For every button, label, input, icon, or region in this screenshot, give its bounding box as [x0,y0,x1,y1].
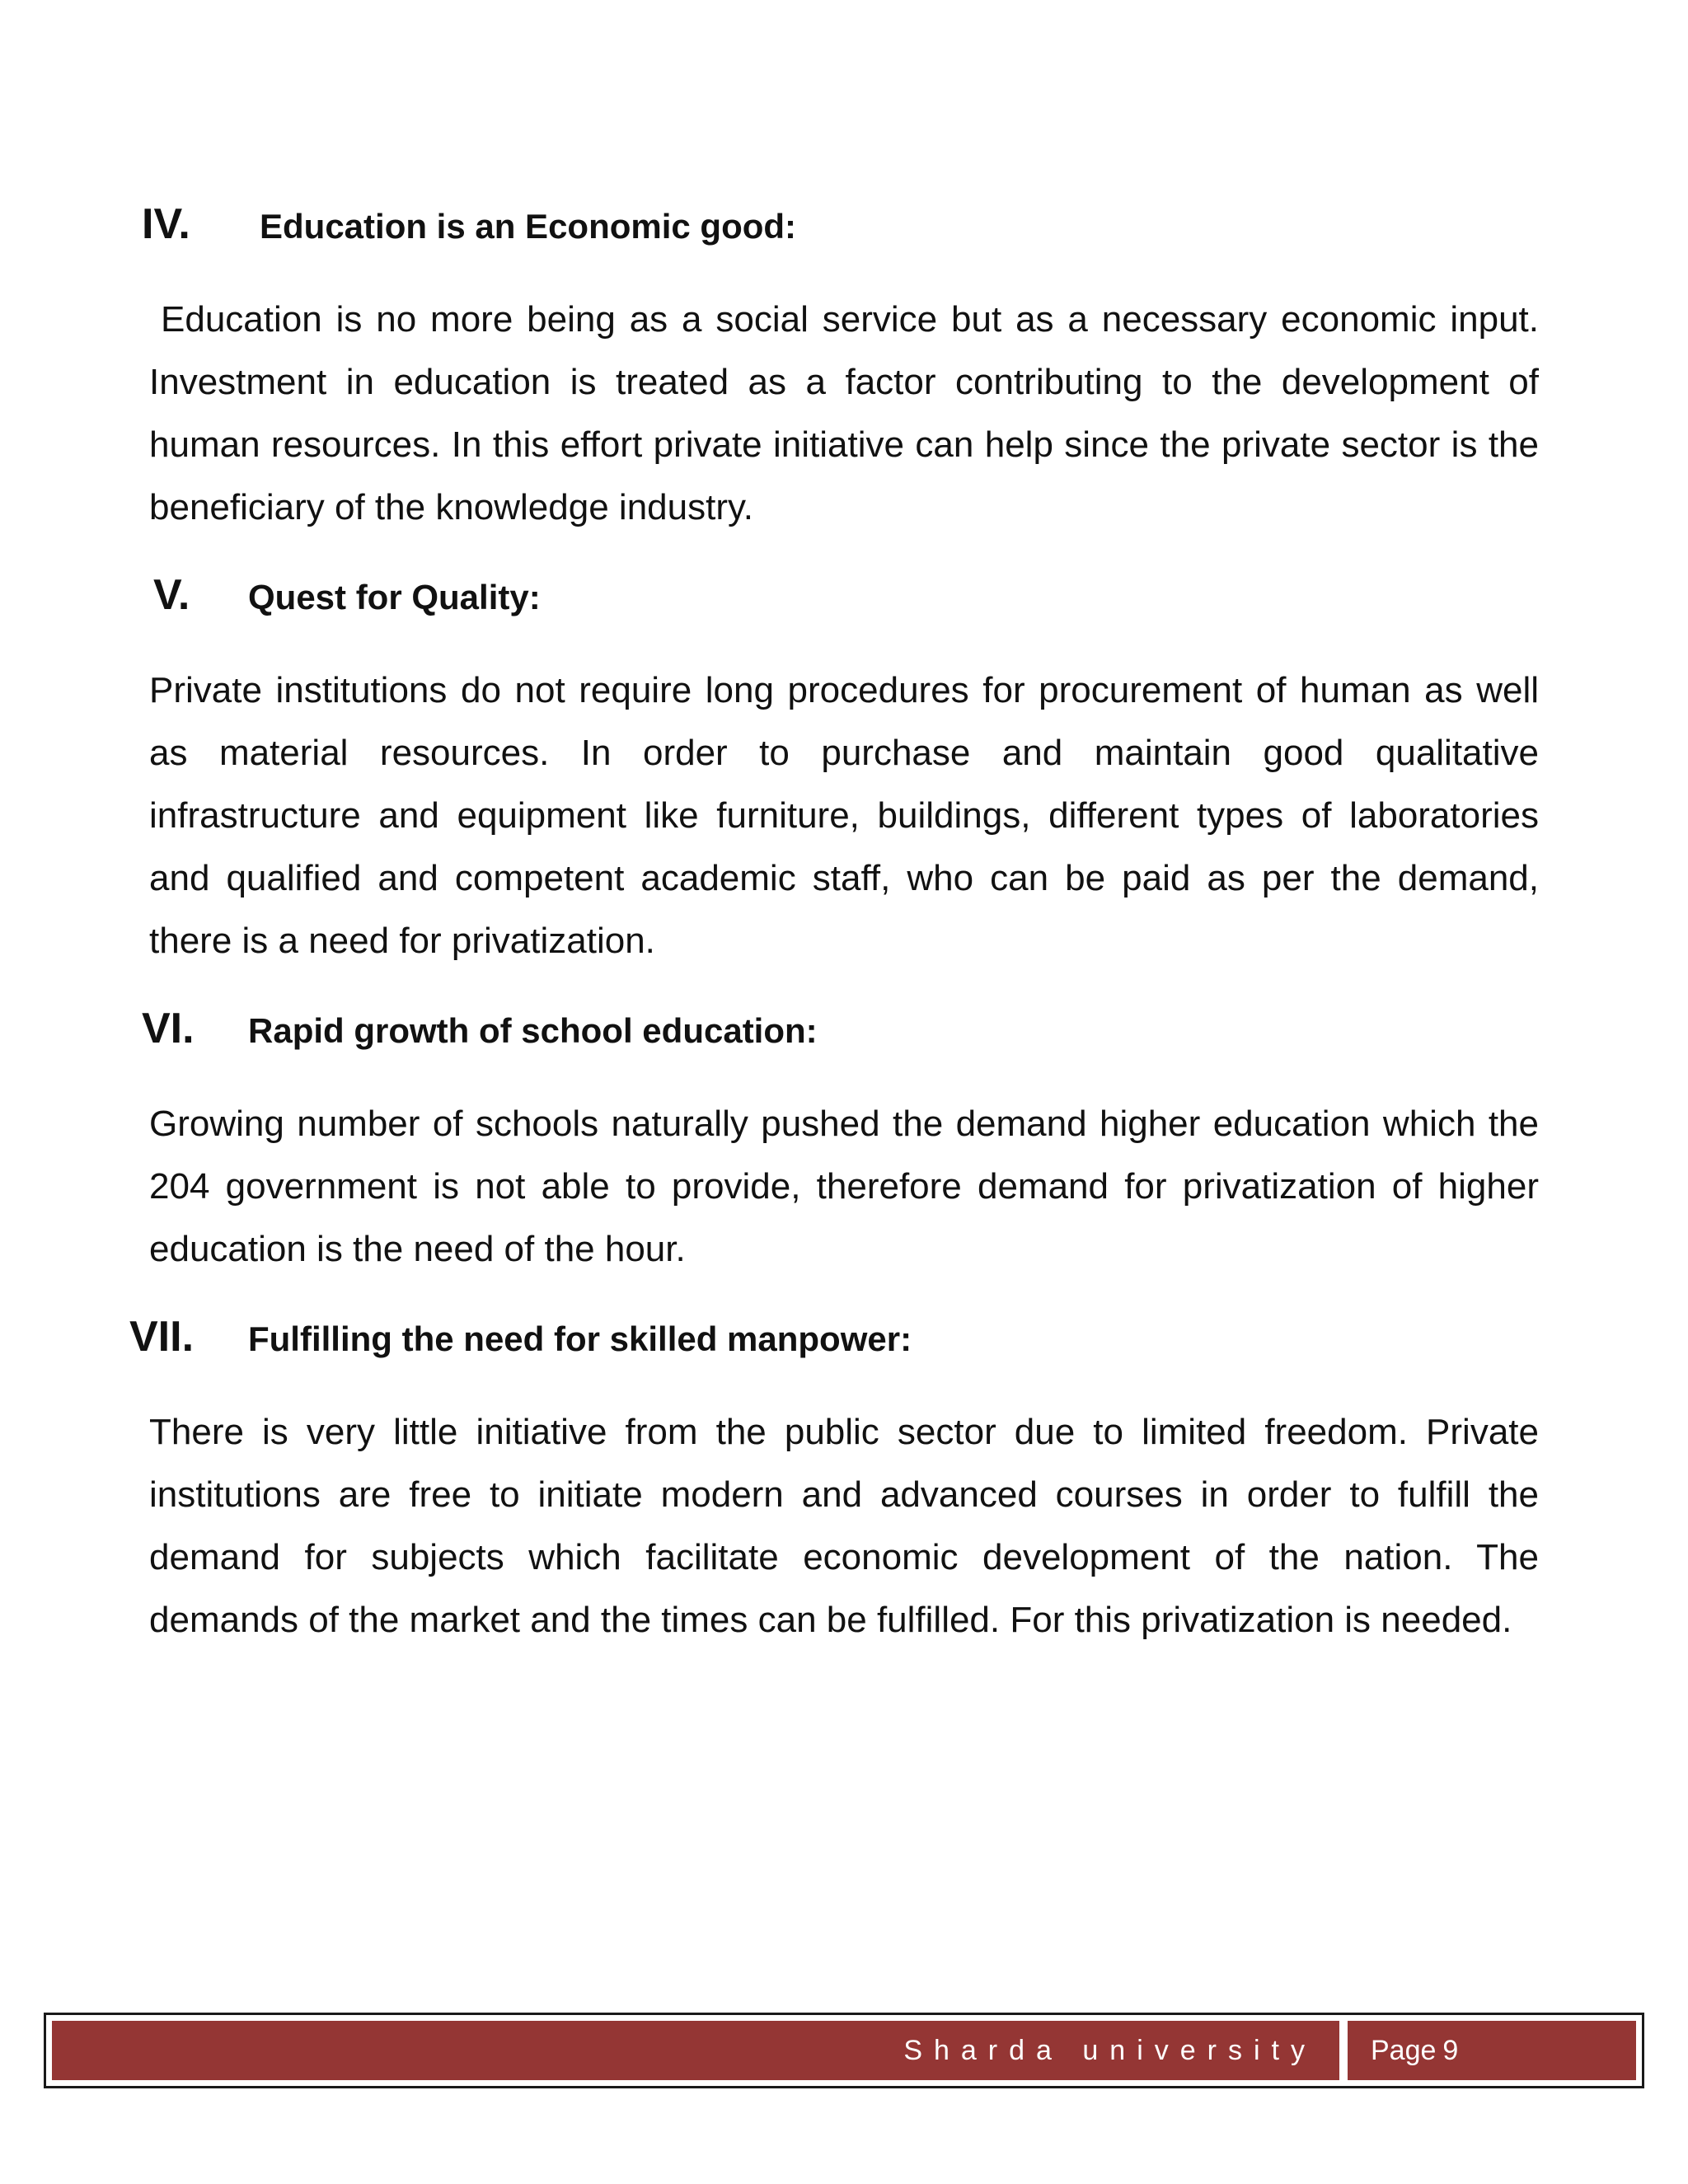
section-heading-vi [142,1004,818,1053]
section-heading-v [153,570,541,620]
section-numeral: VI. [142,1005,195,1052]
section-paragraph-v: Private institutions do not require long procedures for procurement of human as well as material resources. In order to purchase and maintain good qualitative infrastructure and equipment like furniture, buildings, different types of laboratories and qualified and competent academic staff, who can be paid as per the demand, there is a need for privatization. [149,670,1539,961]
section-paragraph-iv: Education is no more being as a social service but as a necessary economic input. Investment in education is treated as a factor contributing to the development of human resources. In this effort private initiative can help since the private sector is the beneficiary of the knowledge industry. [149,299,1539,527]
section-title: Quest for Quality: [248,578,541,616]
section-heading-iv [142,199,796,249]
section-numeral: VII. [129,1313,195,1361]
footer-page-value: 9 [1442,2034,1459,2066]
section-paragraph-vii: There is very little initiative from the public sector due to limited freedom. Private institutions are free to initiate modern and advanced courses in order to fulfill the demand for subjects which facilitate economic development of the nation. The demands of the market and the times can be fulfilled. For this privatization is needed. [149,1412,1539,1640]
section-title: Rapid growth of school education: [248,1011,818,1050]
section-numeral: IV. [142,200,190,248]
section-paragraph-vi: Growing number of schools naturally pushed the demand higher education which the 204 government is not able to provide, therefore demand for privatization of higher education is the need of the hour. [149,1104,1539,1269]
footer-university-bar [52,2021,1339,2080]
footer-page-box [1348,2021,1636,2080]
section-numeral: V. [153,571,190,619]
section-heading-vii [129,1312,912,1361]
footer-page-label: Page [1371,2034,1437,2066]
footer-page-number [1371,2035,1465,2067]
section-title: Education is an Economic good: [260,207,797,246]
footer-university-name: Sharda university [903,2034,1316,2066]
section-title: Fulfilling the need for skilled manpower: [248,1319,912,1358]
